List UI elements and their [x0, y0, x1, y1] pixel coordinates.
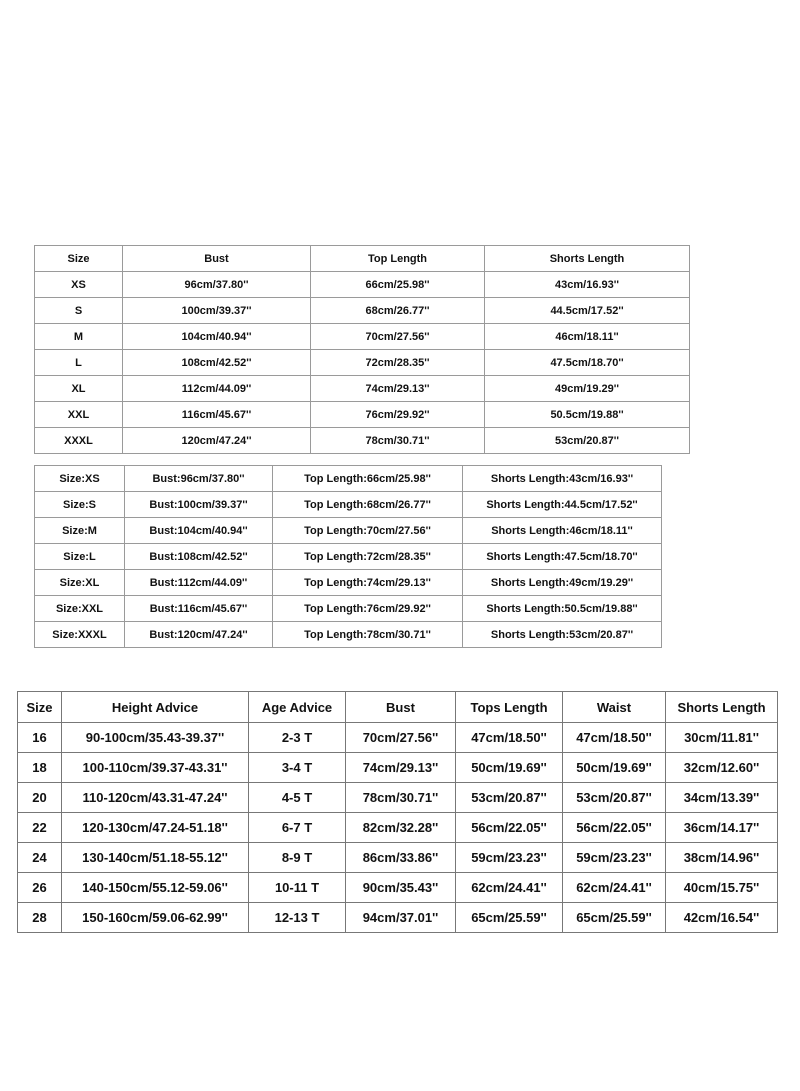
table-cell: S	[35, 298, 123, 324]
table-cell: Bust:104cm/40.94''	[125, 518, 273, 544]
table-cell: 50.5cm/19.88''	[485, 402, 690, 428]
table-cell: L	[35, 350, 123, 376]
table-cell: 53cm/20.87''	[563, 783, 666, 813]
table-cell: Size:S	[35, 492, 125, 518]
table-row	[35, 570, 662, 596]
table-cell: Shorts Length:49cm/19.29''	[463, 570, 662, 596]
table-cell: 30cm/11.81''	[666, 723, 778, 753]
table-cell: Shorts Length:43cm/16.93''	[463, 466, 662, 492]
column-header: Size	[35, 246, 123, 272]
table-cell: Top Length:76cm/29.92''	[273, 596, 463, 622]
table-cell: 18	[18, 753, 62, 783]
table-cell: 78cm/30.71''	[311, 428, 485, 454]
table-cell: 3-4 T	[249, 753, 346, 783]
table-row	[18, 873, 778, 903]
table-cell: 130-140cm/51.18-55.12''	[62, 843, 249, 873]
table-cell: 104cm/40.94''	[123, 324, 311, 350]
table-cell: Bust:96cm/37.80''	[125, 466, 273, 492]
table-cell: 112cm/44.09''	[123, 376, 311, 402]
table-cell: Bust:108cm/42.52''	[125, 544, 273, 570]
table-cell: 116cm/45.67''	[123, 402, 311, 428]
table-cell: XL	[35, 376, 123, 402]
table-cell: XXL	[35, 402, 123, 428]
table-cell: 53cm/20.87''	[456, 783, 563, 813]
table-cell: Top Length:74cm/29.13''	[273, 570, 463, 596]
table-cell: 24	[18, 843, 62, 873]
table-cell: XS	[35, 272, 123, 298]
table-row	[18, 813, 778, 843]
table-cell: 6-7 T	[249, 813, 346, 843]
table-cell: Bust:116cm/45.67''	[125, 596, 273, 622]
table-cell: 62cm/24.41''	[456, 873, 563, 903]
table-cell: 16	[18, 723, 62, 753]
table-cell: 120-130cm/47.24-51.18''	[62, 813, 249, 843]
column-header: Top Length	[311, 246, 485, 272]
table-cell: XXXL	[35, 428, 123, 454]
table-cell: 47.5cm/18.70''	[485, 350, 690, 376]
table-row	[18, 903, 778, 933]
table-cell: 34cm/13.39''	[666, 783, 778, 813]
table-cell: 22	[18, 813, 62, 843]
table-cell: Size:XS	[35, 466, 125, 492]
table-cell: 42cm/16.54''	[666, 903, 778, 933]
table-cell: 47cm/18.50''	[456, 723, 563, 753]
table-cell: 108cm/42.52''	[123, 350, 311, 376]
table-cell: 140-150cm/55.12-59.06''	[62, 873, 249, 903]
table-cell: Top Length:70cm/27.56''	[273, 518, 463, 544]
table-row	[35, 596, 662, 622]
table-cell: 65cm/25.59''	[563, 903, 666, 933]
table-cell: 74cm/29.13''	[311, 376, 485, 402]
table-row	[35, 518, 662, 544]
table-cell: 59cm/23.23''	[456, 843, 563, 873]
table-row	[35, 298, 690, 324]
table-cell: Bust:112cm/44.09''	[125, 570, 273, 596]
table-row	[35, 492, 662, 518]
table-cell: 49cm/19.29''	[485, 376, 690, 402]
table-row	[35, 272, 690, 298]
table-cell: 53cm/20.87''	[485, 428, 690, 454]
header-row	[35, 246, 690, 272]
table-cell: Top Length:66cm/25.98''	[273, 466, 463, 492]
table-cell: 86cm/33.86''	[346, 843, 456, 873]
table-cell: Top Length:68cm/26.77''	[273, 492, 463, 518]
table-row	[18, 723, 778, 753]
size-chart-table-2	[34, 465, 662, 648]
table-cell: 4-5 T	[249, 783, 346, 813]
table-cell: 82cm/32.28''	[346, 813, 456, 843]
column-header: Bust	[346, 692, 456, 723]
table-cell: Shorts Length:44.5cm/17.52''	[463, 492, 662, 518]
table-cell: 66cm/25.98''	[311, 272, 485, 298]
table-cell: Shorts Length:47.5cm/18.70''	[463, 544, 662, 570]
table-row	[35, 622, 662, 648]
table-row	[18, 783, 778, 813]
table-cell: M	[35, 324, 123, 350]
table-cell: 110-120cm/43.31-47.24''	[62, 783, 249, 813]
table-cell: 28	[18, 903, 62, 933]
table-cell: 46cm/18.11''	[485, 324, 690, 350]
table-row	[35, 402, 690, 428]
table-cell: 20	[18, 783, 62, 813]
table-cell: 65cm/25.59''	[456, 903, 563, 933]
column-header: Size	[18, 692, 62, 723]
table-cell: Size:M	[35, 518, 125, 544]
table-row	[35, 376, 690, 402]
table-cell: 43cm/16.93''	[485, 272, 690, 298]
column-header: Height Advice	[62, 692, 249, 723]
table-cell: 26	[18, 873, 62, 903]
table-cell: 70cm/27.56''	[311, 324, 485, 350]
table-cell: 100cm/39.37''	[123, 298, 311, 324]
table-cell: 90cm/35.43''	[346, 873, 456, 903]
table-cell: 90-100cm/35.43-39.37''	[62, 723, 249, 753]
table-cell: 120cm/47.24''	[123, 428, 311, 454]
table-cell: 94cm/37.01''	[346, 903, 456, 933]
column-header: Tops Length	[456, 692, 563, 723]
table-cell: Bust:100cm/39.37''	[125, 492, 273, 518]
size-chart-table-1	[34, 245, 690, 454]
table-row	[35, 544, 662, 570]
table-cell: 59cm/23.23''	[563, 843, 666, 873]
table-cell: 56cm/22.05''	[456, 813, 563, 843]
table-cell: 72cm/28.35''	[311, 350, 485, 376]
table-cell: 70cm/27.56''	[346, 723, 456, 753]
table-cell: Shorts Length:53cm/20.87''	[463, 622, 662, 648]
kids-size-chart-table	[17, 691, 778, 933]
table-cell: Shorts Length:46cm/18.11''	[463, 518, 662, 544]
column-header: Shorts Length	[485, 246, 690, 272]
table-cell: 40cm/15.75''	[666, 873, 778, 903]
table-cell: 32cm/12.60''	[666, 753, 778, 783]
table-row	[35, 324, 690, 350]
table-cell: 50cm/19.69''	[563, 753, 666, 783]
table-cell: 8-9 T	[249, 843, 346, 873]
table-cell: 100-110cm/39.37-43.31''	[62, 753, 249, 783]
table-cell: 2-3 T	[249, 723, 346, 753]
table-cell: Top Length:78cm/30.71''	[273, 622, 463, 648]
table-cell: 150-160cm/59.06-62.99''	[62, 903, 249, 933]
table-row	[35, 350, 690, 376]
table-cell: 36cm/14.17''	[666, 813, 778, 843]
table-cell: 56cm/22.05''	[563, 813, 666, 843]
table-cell: Size:XXL	[35, 596, 125, 622]
table-cell: 62cm/24.41''	[563, 873, 666, 903]
table-cell: Top Length:72cm/28.35''	[273, 544, 463, 570]
table-cell: 12-13 T	[249, 903, 346, 933]
table-cell: Bust:120cm/47.24''	[125, 622, 273, 648]
table-cell: Size:XL	[35, 570, 125, 596]
table-row	[18, 753, 778, 783]
table-cell: Shorts Length:50.5cm/19.88''	[463, 596, 662, 622]
table-row	[35, 428, 690, 454]
table-cell: 74cm/29.13''	[346, 753, 456, 783]
table-cell: 76cm/29.92''	[311, 402, 485, 428]
column-header: Shorts Length	[666, 692, 778, 723]
table-cell: 96cm/37.80''	[123, 272, 311, 298]
table-cell: Size:XXXL	[35, 622, 125, 648]
column-header: Waist	[563, 692, 666, 723]
table-cell: 78cm/30.71''	[346, 783, 456, 813]
table-cell: 44.5cm/17.52''	[485, 298, 690, 324]
table-cell: Size:L	[35, 544, 125, 570]
table-row	[18, 843, 778, 873]
table-row	[35, 466, 662, 492]
column-header: Age Advice	[249, 692, 346, 723]
table-cell: 47cm/18.50''	[563, 723, 666, 753]
table-cell: 50cm/19.69''	[456, 753, 563, 783]
table-cell: 68cm/26.77''	[311, 298, 485, 324]
table-cell: 10-11 T	[249, 873, 346, 903]
column-header: Bust	[123, 246, 311, 272]
header-row	[18, 692, 778, 723]
table-cell: 38cm/14.96''	[666, 843, 778, 873]
